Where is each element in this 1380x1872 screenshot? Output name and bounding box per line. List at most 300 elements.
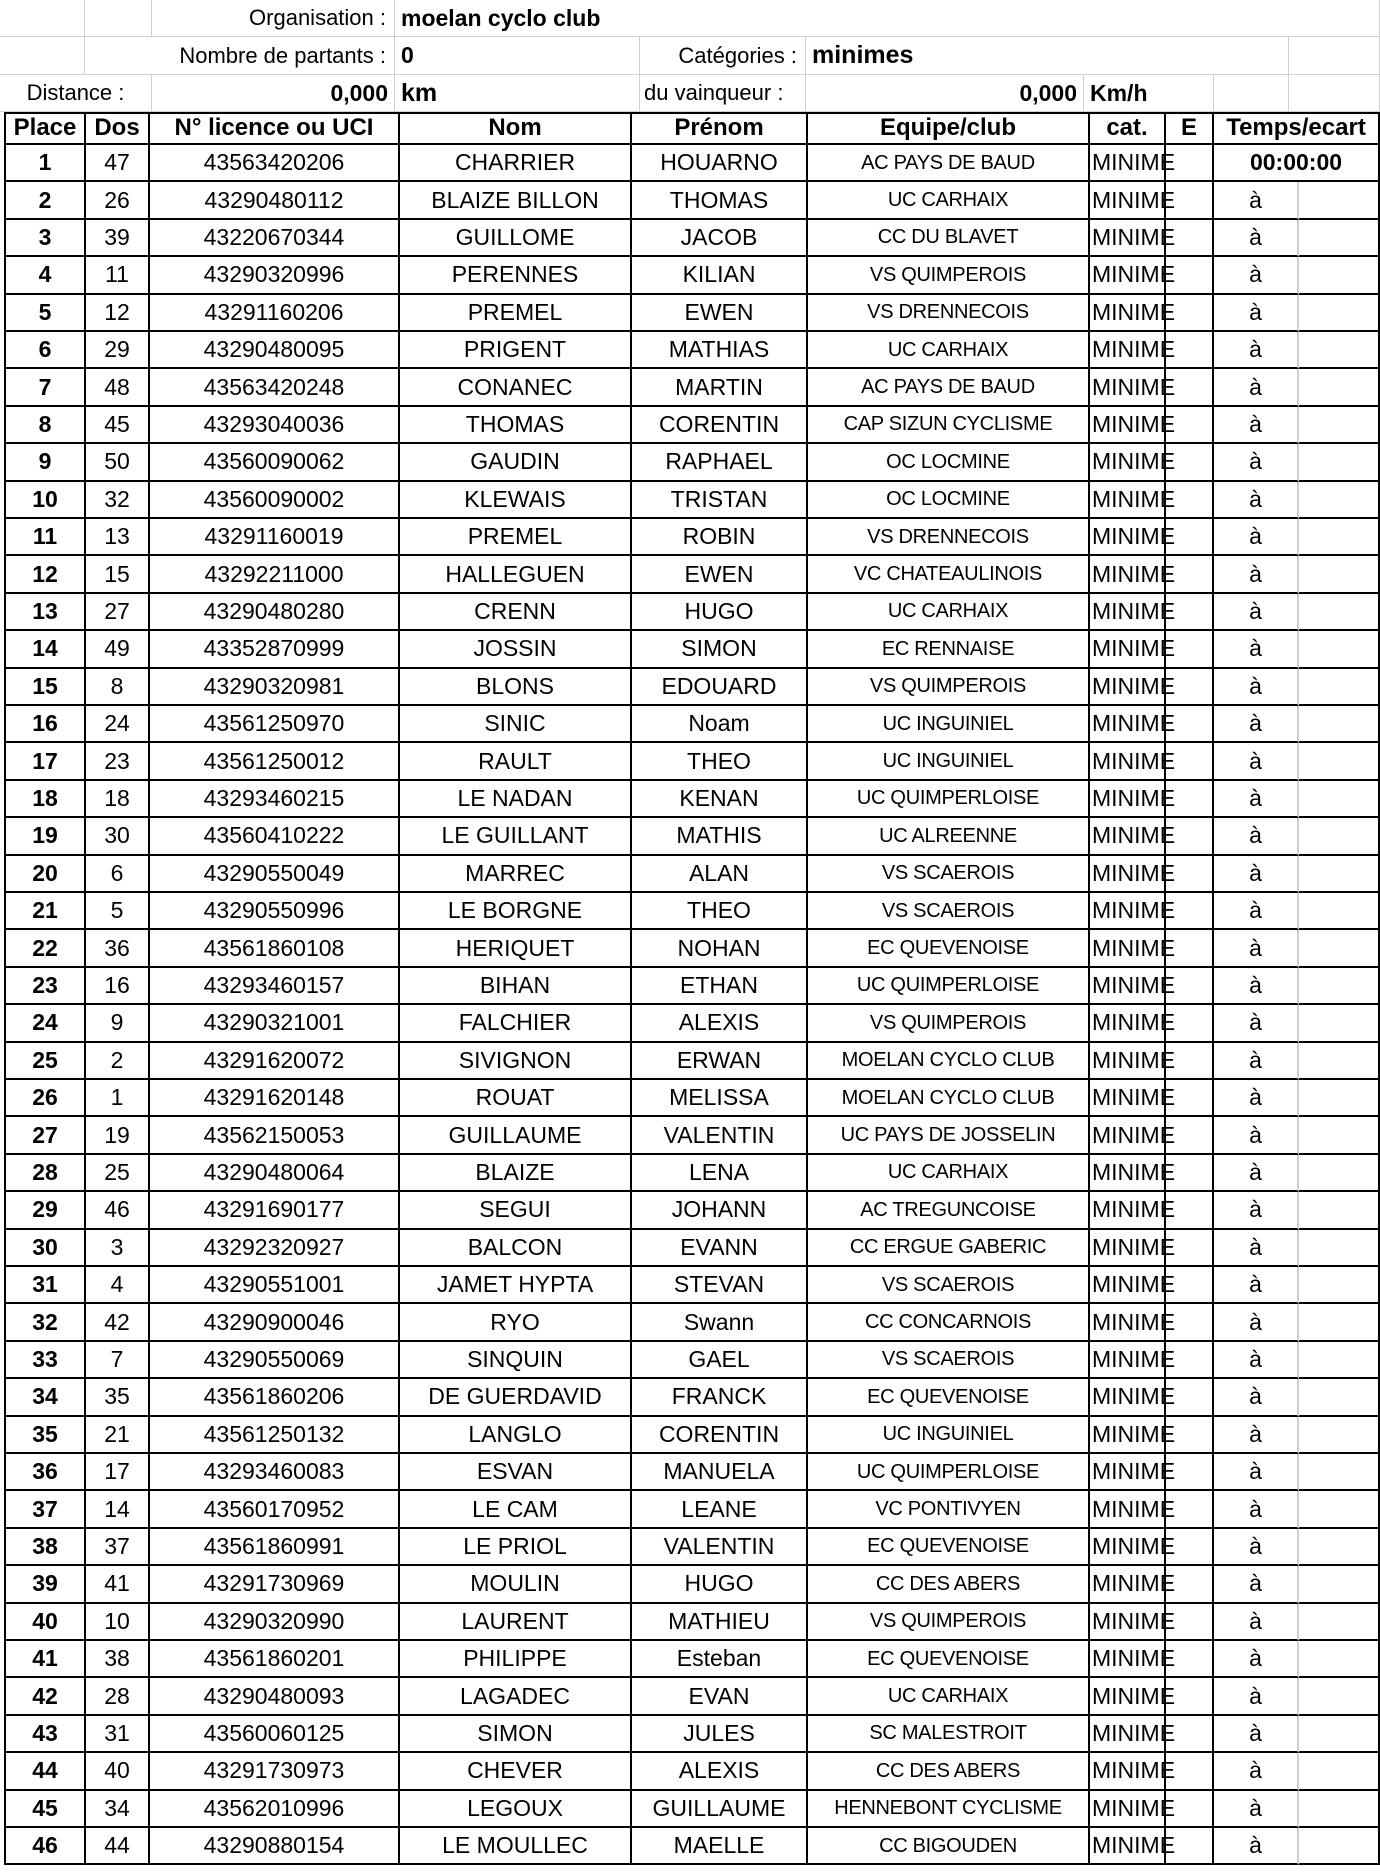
cell-e[interactable] bbox=[1166, 706, 1214, 743]
cell-temps[interactable]: à bbox=[1214, 1566, 1299, 1603]
cell-club[interactable]: CAP SIZUN CYCLISME bbox=[808, 407, 1090, 444]
cell-prenom[interactable]: VALENTIN bbox=[632, 1117, 808, 1154]
cell-place[interactable]: 40 bbox=[6, 1604, 86, 1641]
cell-place[interactable]: 26 bbox=[6, 1080, 86, 1117]
cell-licence[interactable]: 43293040036 bbox=[150, 407, 400, 444]
cell-temps[interactable]: à bbox=[1214, 1716, 1299, 1753]
cell-club[interactable]: MOELAN CYCLO CLUB bbox=[808, 1080, 1090, 1117]
cell-nom[interactable]: ROUAT bbox=[400, 1080, 632, 1117]
cell-licence[interactable]: 43561250970 bbox=[150, 706, 400, 743]
cell-prenom[interactable]: LEANE bbox=[632, 1491, 808, 1528]
cell-cat[interactable]: MINIME bbox=[1090, 1716, 1166, 1753]
partants-label[interactable]: Nombre de partants : bbox=[85, 37, 395, 75]
cell-temps[interactable]: à bbox=[1214, 781, 1299, 818]
cell-prenom[interactable]: CORENTIN bbox=[632, 1417, 808, 1454]
vainqueur-label[interactable]: du vainqueur : bbox=[640, 75, 806, 112]
cell-dos[interactable]: 30 bbox=[86, 818, 150, 855]
cell-cat[interactable]: MINIME bbox=[1090, 182, 1166, 219]
cell-dos[interactable]: 48 bbox=[86, 369, 150, 406]
cell-prenom[interactable]: SIMON bbox=[632, 631, 808, 668]
cell-licence[interactable]: 43292320927 bbox=[150, 1230, 400, 1267]
cell-ecart[interactable] bbox=[1299, 781, 1380, 818]
cell-cat[interactable]: MINIME bbox=[1090, 1641, 1166, 1678]
cell-place[interactable]: 4 bbox=[6, 257, 86, 294]
cell-e[interactable] bbox=[1166, 968, 1214, 1005]
cell-dos[interactable]: 24 bbox=[86, 706, 150, 743]
column-header-nom[interactable]: Nom bbox=[400, 112, 632, 145]
cell-licence[interactable]: 43293460215 bbox=[150, 781, 400, 818]
cell-place[interactable]: 43 bbox=[6, 1716, 86, 1753]
cell-dos[interactable]: 45 bbox=[86, 407, 150, 444]
cell-place[interactable]: 28 bbox=[6, 1155, 86, 1192]
cell-cat[interactable]: MINIME bbox=[1090, 556, 1166, 593]
cell-prenom[interactable]: ALEXIS bbox=[632, 1005, 808, 1042]
column-header-licence[interactable]: N° licence ou UCI bbox=[150, 112, 400, 145]
cell-nom[interactable]: SIVIGNON bbox=[400, 1043, 632, 1080]
cell-e[interactable] bbox=[1166, 1454, 1214, 1491]
categories-label[interactable]: Catégories : bbox=[640, 37, 806, 75]
cell-temps[interactable]: à bbox=[1214, 444, 1299, 481]
cell-cat[interactable]: MINIME bbox=[1090, 407, 1166, 444]
cell-club[interactable]: CC DES ABERS bbox=[808, 1566, 1090, 1603]
cell-temps[interactable]: à bbox=[1214, 968, 1299, 1005]
cell-club[interactable]: UC INGUINIEL bbox=[808, 743, 1090, 780]
cell-ecart[interactable] bbox=[1299, 295, 1380, 332]
cell-dos[interactable]: 27 bbox=[86, 594, 150, 631]
cell-dos[interactable]: 42 bbox=[86, 1304, 150, 1341]
cell-place[interactable]: 10 bbox=[6, 482, 86, 519]
cell-club[interactable]: VS SCAEROIS bbox=[808, 1342, 1090, 1379]
cell-cat[interactable]: MINIME bbox=[1090, 930, 1166, 967]
cell-cat[interactable]: MINIME bbox=[1090, 1043, 1166, 1080]
cell-nom[interactable]: BIHAN bbox=[400, 968, 632, 1005]
cell-cat[interactable]: MINIME bbox=[1090, 1678, 1166, 1715]
cell-club[interactable]: AC PAYS DE BAUD bbox=[808, 145, 1090, 182]
cell-nom[interactable]: GUILLOME bbox=[400, 220, 632, 257]
cell-nom[interactable]: FALCHIER bbox=[400, 1005, 632, 1042]
cell-place[interactable]: 19 bbox=[6, 818, 86, 855]
cell-dos[interactable]: 36 bbox=[86, 930, 150, 967]
cell-ecart[interactable] bbox=[1299, 1678, 1380, 1715]
distance-value[interactable]: 0,000 bbox=[152, 75, 395, 112]
cell-prenom[interactable]: HOUARNO bbox=[632, 145, 808, 182]
cell-place[interactable]: 24 bbox=[6, 1005, 86, 1042]
cell-temps[interactable]: à bbox=[1214, 818, 1299, 855]
cell-temps[interactable]: à bbox=[1214, 1080, 1299, 1117]
cell-place[interactable]: 41 bbox=[6, 1641, 86, 1678]
cell-licence[interactable]: 43561860991 bbox=[150, 1529, 400, 1566]
cell-e[interactable] bbox=[1166, 631, 1214, 668]
cell-licence[interactable]: 43293460083 bbox=[150, 1454, 400, 1491]
cell-place[interactable]: 2 bbox=[6, 182, 86, 219]
cell-club[interactable]: CC CONCARNOIS bbox=[808, 1304, 1090, 1341]
cell-nom[interactable]: LAURENT bbox=[400, 1604, 632, 1641]
cell-club[interactable]: UC CARHAIX bbox=[808, 594, 1090, 631]
cell-ecart[interactable] bbox=[1299, 706, 1380, 743]
cell-cat[interactable]: MINIME bbox=[1090, 631, 1166, 668]
cell-place[interactable]: 44 bbox=[6, 1753, 86, 1790]
cell-licence[interactable]: 43560090062 bbox=[150, 444, 400, 481]
cell-place[interactable]: 21 bbox=[6, 893, 86, 930]
cell-dos[interactable]: 34 bbox=[86, 1791, 150, 1828]
cell-nom[interactable]: SIMON bbox=[400, 1716, 632, 1753]
cell-temps[interactable]: à bbox=[1214, 669, 1299, 706]
cell-e[interactable] bbox=[1166, 1379, 1214, 1416]
cell-club[interactable]: EC QUEVENOISE bbox=[808, 1379, 1090, 1416]
cell-licence[interactable]: 43220670344 bbox=[150, 220, 400, 257]
cell-dos[interactable]: 41 bbox=[86, 1566, 150, 1603]
cell-e[interactable] bbox=[1166, 856, 1214, 893]
cell-licence[interactable]: 43290551001 bbox=[150, 1267, 400, 1304]
cell-e[interactable] bbox=[1166, 556, 1214, 593]
cell-ecart[interactable] bbox=[1299, 743, 1380, 780]
cell-e[interactable] bbox=[1166, 1491, 1214, 1528]
cell-temps[interactable]: à bbox=[1214, 1230, 1299, 1267]
cell-nom[interactable]: LE CAM bbox=[400, 1491, 632, 1528]
partants-value[interactable]: 0 bbox=[395, 37, 640, 75]
cell-cat[interactable]: MINIME bbox=[1090, 1379, 1166, 1416]
cell-nom[interactable]: GAUDIN bbox=[400, 444, 632, 481]
cell-cat[interactable]: MINIME bbox=[1090, 1791, 1166, 1828]
cell-ecart[interactable] bbox=[1299, 669, 1380, 706]
cell-prenom[interactable]: EWEN bbox=[632, 556, 808, 593]
cell-cat[interactable]: MINIME bbox=[1090, 594, 1166, 631]
cell-temps[interactable]: à bbox=[1214, 631, 1299, 668]
cell-prenom[interactable]: STEVAN bbox=[632, 1267, 808, 1304]
cell-e[interactable] bbox=[1166, 1043, 1214, 1080]
cell-dos[interactable]: 44 bbox=[86, 1828, 150, 1865]
column-header-place[interactable]: Place bbox=[6, 112, 86, 145]
cell-cat[interactable]: MINIME bbox=[1090, 1342, 1166, 1379]
cell-nom[interactable]: PHILIPPE bbox=[400, 1641, 632, 1678]
cell-licence[interactable]: 43563420206 bbox=[150, 145, 400, 182]
cell-cat[interactable]: MINIME bbox=[1090, 1604, 1166, 1641]
cell-dos[interactable]: 26 bbox=[86, 182, 150, 219]
cell-prenom[interactable]: MARTIN bbox=[632, 369, 808, 406]
cell-licence[interactable]: 43290550069 bbox=[150, 1342, 400, 1379]
cell-club[interactable]: CC ERGUE GABERIC bbox=[808, 1230, 1090, 1267]
cell-prenom[interactable]: HUGO bbox=[632, 594, 808, 631]
cell-nom[interactable]: BLONS bbox=[400, 669, 632, 706]
cell-place[interactable]: 11 bbox=[6, 519, 86, 556]
cell-temps[interactable]: à bbox=[1214, 1267, 1299, 1304]
cell-nom[interactable]: JAMET HYPTA bbox=[400, 1267, 632, 1304]
column-header-temps[interactable]: Temps/ecart bbox=[1214, 112, 1380, 145]
cell-nom[interactable]: RYO bbox=[400, 1304, 632, 1341]
cell-licence[interactable]: 43290320981 bbox=[150, 669, 400, 706]
cell-prenom[interactable]: ETHAN bbox=[632, 968, 808, 1005]
cell-dos[interactable]: 10 bbox=[86, 1604, 150, 1641]
cell-place[interactable]: 1 bbox=[6, 145, 86, 182]
cell-ecart[interactable] bbox=[1299, 1529, 1380, 1566]
cell-club[interactable]: UC CARHAIX bbox=[808, 1678, 1090, 1715]
cell-e[interactable] bbox=[1166, 669, 1214, 706]
cell-nom[interactable]: CONANEC bbox=[400, 369, 632, 406]
cell-temps[interactable]: à bbox=[1214, 182, 1299, 219]
cell-e[interactable] bbox=[1166, 220, 1214, 257]
cell-dos[interactable]: 46 bbox=[86, 1192, 150, 1229]
cell-temps[interactable]: à bbox=[1214, 407, 1299, 444]
empty-cell[interactable] bbox=[0, 37, 85, 75]
cell-temps[interactable]: à bbox=[1214, 1828, 1299, 1865]
cell-prenom[interactable]: GAEL bbox=[632, 1342, 808, 1379]
cell-licence[interactable]: 43561250012 bbox=[150, 743, 400, 780]
cell-ecart[interactable] bbox=[1299, 1267, 1380, 1304]
cell-temps[interactable]: à bbox=[1214, 295, 1299, 332]
cell-dos[interactable]: 25 bbox=[86, 1155, 150, 1192]
cell-licence[interactable]: 43290480064 bbox=[150, 1155, 400, 1192]
cell-ecart[interactable] bbox=[1299, 1117, 1380, 1154]
cell-dos[interactable]: 12 bbox=[86, 295, 150, 332]
cell-temps[interactable]: à bbox=[1214, 1304, 1299, 1341]
cell-temps[interactable]: à bbox=[1214, 1529, 1299, 1566]
cell-temps[interactable]: à bbox=[1214, 893, 1299, 930]
cell-ecart[interactable] bbox=[1299, 1716, 1380, 1753]
cell-place[interactable]: 31 bbox=[6, 1267, 86, 1304]
cell-e[interactable] bbox=[1166, 1753, 1214, 1790]
cell-cat[interactable]: MINIME bbox=[1090, 1080, 1166, 1117]
cell-temps[interactable]: à bbox=[1214, 1791, 1299, 1828]
column-header-prenom[interactable]: Prénom bbox=[632, 112, 808, 145]
organisation-label[interactable]: Organisation : bbox=[152, 0, 395, 37]
cell-nom[interactable]: HERIQUET bbox=[400, 930, 632, 967]
cell-cat[interactable]: MINIME bbox=[1090, 482, 1166, 519]
cell-nom[interactable]: GUILLAUME bbox=[400, 1117, 632, 1154]
cell-nom[interactable]: CHARRIER bbox=[400, 145, 632, 182]
cell-prenom[interactable]: VALENTIN bbox=[632, 1529, 808, 1566]
cell-club[interactable]: EC QUEVENOISE bbox=[808, 1641, 1090, 1678]
cell-licence[interactable]: 43561860206 bbox=[150, 1379, 400, 1416]
cell-place[interactable]: 8 bbox=[6, 407, 86, 444]
cell-dos[interactable]: 49 bbox=[86, 631, 150, 668]
cell-cat[interactable]: MINIME bbox=[1090, 145, 1166, 182]
distance-label[interactable]: Distance : bbox=[0, 75, 152, 112]
cell-temps[interactable]: à bbox=[1214, 220, 1299, 257]
cell-e[interactable] bbox=[1166, 519, 1214, 556]
cell-licence[interactable]: 43291690177 bbox=[150, 1192, 400, 1229]
cell-ecart[interactable] bbox=[1299, 407, 1380, 444]
cell-nom[interactable]: LE PRIOL bbox=[400, 1529, 632, 1566]
cell-ecart[interactable] bbox=[1299, 519, 1380, 556]
cell-licence[interactable]: 43290480093 bbox=[150, 1678, 400, 1715]
cell-dos[interactable]: 3 bbox=[86, 1230, 150, 1267]
column-header-cat[interactable]: cat. bbox=[1090, 112, 1166, 145]
cell-e[interactable] bbox=[1166, 1828, 1214, 1865]
cell-club[interactable]: UC QUIMPERLOISE bbox=[808, 1454, 1090, 1491]
cell-nom[interactable]: PRIGENT bbox=[400, 332, 632, 369]
cell-licence[interactable]: 43290480095 bbox=[150, 332, 400, 369]
cell-club[interactable]: OC LOCMINE bbox=[808, 482, 1090, 519]
cell-temps[interactable]: à bbox=[1214, 556, 1299, 593]
cell-cat[interactable]: MINIME bbox=[1090, 1230, 1166, 1267]
cell-cat[interactable]: MINIME bbox=[1090, 1155, 1166, 1192]
cell-ecart[interactable] bbox=[1299, 482, 1380, 519]
column-header-e[interactable]: E bbox=[1166, 112, 1214, 145]
cell-e[interactable] bbox=[1166, 1192, 1214, 1229]
cell-nom[interactable]: LE BORGNE bbox=[400, 893, 632, 930]
cell-nom[interactable]: BLAIZE BILLON bbox=[400, 182, 632, 219]
cell-club[interactable]: VS QUIMPEROIS bbox=[808, 1604, 1090, 1641]
cell-e[interactable] bbox=[1166, 1005, 1214, 1042]
cell-cat[interactable]: MINIME bbox=[1090, 1753, 1166, 1790]
cell-dos[interactable]: 13 bbox=[86, 519, 150, 556]
cell-temps[interactable]: à bbox=[1214, 930, 1299, 967]
cell-nom[interactable]: LEGOUX bbox=[400, 1791, 632, 1828]
cell-cat[interactable]: MINIME bbox=[1090, 444, 1166, 481]
cell-temps[interactable]: à bbox=[1214, 369, 1299, 406]
cell-club[interactable]: VC CHATEAULINOIS bbox=[808, 556, 1090, 593]
cell-nom[interactable]: RAULT bbox=[400, 743, 632, 780]
cell-prenom[interactable]: Swann bbox=[632, 1304, 808, 1341]
cell-licence[interactable]: 43562010996 bbox=[150, 1791, 400, 1828]
cell-dos[interactable]: 31 bbox=[86, 1716, 150, 1753]
cell-dos[interactable]: 28 bbox=[86, 1678, 150, 1715]
cell-dos[interactable]: 50 bbox=[86, 444, 150, 481]
cell-prenom[interactable]: NOHAN bbox=[632, 930, 808, 967]
cell-cat[interactable]: MINIME bbox=[1090, 1828, 1166, 1865]
cell-dos[interactable]: 6 bbox=[86, 856, 150, 893]
cell-dos[interactable]: 40 bbox=[86, 1753, 150, 1790]
cell-place[interactable]: 22 bbox=[6, 930, 86, 967]
cell-place[interactable]: 29 bbox=[6, 1192, 86, 1229]
cell-dos[interactable]: 18 bbox=[86, 781, 150, 818]
cell-place[interactable]: 25 bbox=[6, 1043, 86, 1080]
cell-ecart[interactable] bbox=[1299, 1379, 1380, 1416]
cell-prenom[interactable]: HUGO bbox=[632, 1566, 808, 1603]
cell-ecart[interactable] bbox=[1299, 856, 1380, 893]
cell-club[interactable]: CC DU BLAVET bbox=[808, 220, 1090, 257]
cell-temps[interactable]: à bbox=[1214, 856, 1299, 893]
cell-ecart[interactable] bbox=[1299, 257, 1380, 294]
cell-e[interactable] bbox=[1166, 295, 1214, 332]
cell-licence[interactable]: 43291620148 bbox=[150, 1080, 400, 1117]
cell-cat[interactable]: MINIME bbox=[1090, 968, 1166, 1005]
cell-cat[interactable]: MINIME bbox=[1090, 1005, 1166, 1042]
cell-cat[interactable]: MINIME bbox=[1090, 893, 1166, 930]
cell-cat[interactable]: MINIME bbox=[1090, 1417, 1166, 1454]
cell-prenom[interactable]: ALAN bbox=[632, 856, 808, 893]
cell-ecart[interactable] bbox=[1299, 444, 1380, 481]
cell-temps[interactable]: à bbox=[1214, 1753, 1299, 1790]
cell-e[interactable] bbox=[1166, 182, 1214, 219]
cell-temps[interactable]: à bbox=[1214, 1342, 1299, 1379]
cell-prenom[interactable]: EVANN bbox=[632, 1230, 808, 1267]
cell-dos[interactable]: 5 bbox=[86, 893, 150, 930]
cell-nom[interactable]: CRENN bbox=[400, 594, 632, 631]
cell-temps[interactable]: à bbox=[1214, 1192, 1299, 1229]
cell-licence[interactable]: 43291730969 bbox=[150, 1566, 400, 1603]
cell-nom[interactable]: LE GUILLANT bbox=[400, 818, 632, 855]
cell-temps[interactable]: à bbox=[1214, 1454, 1299, 1491]
cell-dos[interactable]: 9 bbox=[86, 1005, 150, 1042]
cell-e[interactable] bbox=[1166, 1678, 1214, 1715]
cell-club[interactable]: UC CARHAIX bbox=[808, 182, 1090, 219]
cell-nom[interactable]: SINQUIN bbox=[400, 1342, 632, 1379]
cell-place[interactable]: 36 bbox=[6, 1454, 86, 1491]
cell-club[interactable]: AC PAYS DE BAUD bbox=[808, 369, 1090, 406]
cell-place[interactable]: 33 bbox=[6, 1342, 86, 1379]
cell-prenom[interactable]: KILIAN bbox=[632, 257, 808, 294]
cell-nom[interactable]: BLAIZE bbox=[400, 1155, 632, 1192]
cell-prenom[interactable]: Noam bbox=[632, 706, 808, 743]
cell-club[interactable]: OC LOCMINE bbox=[808, 444, 1090, 481]
cell-place[interactable]: 15 bbox=[6, 669, 86, 706]
cell-place[interactable]: 30 bbox=[6, 1230, 86, 1267]
cell-club[interactable]: UC PAYS DE JOSSELIN bbox=[808, 1117, 1090, 1154]
cell-nom[interactable]: BALCON bbox=[400, 1230, 632, 1267]
empty-cell[interactable] bbox=[1289, 37, 1380, 75]
cell-prenom[interactable]: MAELLE bbox=[632, 1828, 808, 1865]
cell-cat[interactable]: MINIME bbox=[1090, 519, 1166, 556]
cell-dos[interactable]: 47 bbox=[86, 145, 150, 182]
cell-prenom[interactable]: Esteban bbox=[632, 1641, 808, 1678]
column-header-club[interactable]: Equipe/club bbox=[808, 112, 1090, 145]
cell-place[interactable]: 14 bbox=[6, 631, 86, 668]
cell-licence[interactable]: 43352870999 bbox=[150, 631, 400, 668]
cell-place[interactable]: 27 bbox=[6, 1117, 86, 1154]
cell-place[interactable]: 45 bbox=[6, 1791, 86, 1828]
cell-prenom[interactable]: FRANCK bbox=[632, 1379, 808, 1416]
cell-prenom[interactable]: ROBIN bbox=[632, 519, 808, 556]
cell-e[interactable] bbox=[1166, 1529, 1214, 1566]
cell-dos[interactable]: 17 bbox=[86, 1454, 150, 1491]
cell-licence[interactable]: 43291160206 bbox=[150, 295, 400, 332]
column-header-dos[interactable]: Dos bbox=[86, 112, 150, 145]
cell-e[interactable] bbox=[1166, 369, 1214, 406]
cell-licence[interactable]: 43290320990 bbox=[150, 1604, 400, 1641]
cell-club[interactable]: VS QUIMPEROIS bbox=[808, 257, 1090, 294]
organisation-value[interactable]: moelan cyclo club bbox=[395, 0, 1380, 37]
cell-place[interactable]: 46 bbox=[6, 1828, 86, 1865]
cell-club[interactable]: UC QUIMPERLOISE bbox=[808, 781, 1090, 818]
cell-dos[interactable]: 23 bbox=[86, 743, 150, 780]
cell-licence[interactable]: 43291730973 bbox=[150, 1753, 400, 1790]
cell-licence[interactable]: 43290900046 bbox=[150, 1304, 400, 1341]
cell-ecart[interactable] bbox=[1299, 1192, 1380, 1229]
cell-licence[interactable]: 43560410222 bbox=[150, 818, 400, 855]
cell-club[interactable]: VS QUIMPEROIS bbox=[808, 1005, 1090, 1042]
cell-prenom[interactable]: ALEXIS bbox=[632, 1753, 808, 1790]
cell-ecart[interactable] bbox=[1299, 1604, 1380, 1641]
cell-licence[interactable]: 43290321001 bbox=[150, 1005, 400, 1042]
cell-ecart[interactable] bbox=[1299, 1828, 1380, 1865]
cell-e[interactable] bbox=[1166, 407, 1214, 444]
cell-ecart[interactable] bbox=[1299, 893, 1380, 930]
cell-cat[interactable]: MINIME bbox=[1090, 332, 1166, 369]
cell-ecart[interactable] bbox=[1299, 1043, 1380, 1080]
cell-cat[interactable]: MINIME bbox=[1090, 369, 1166, 406]
cell-club[interactable]: SC MALESTROIT bbox=[808, 1716, 1090, 1753]
cell-club[interactable]: EC QUEVENOISE bbox=[808, 1529, 1090, 1566]
cell-licence[interactable]: 43561250132 bbox=[150, 1417, 400, 1454]
cell-ecart[interactable] bbox=[1299, 369, 1380, 406]
cell-prenom[interactable]: KENAN bbox=[632, 781, 808, 818]
cell-prenom[interactable]: CORENTIN bbox=[632, 407, 808, 444]
cell-nom[interactable]: HALLEGUEN bbox=[400, 556, 632, 593]
cell-club[interactable]: UC CARHAIX bbox=[808, 1155, 1090, 1192]
cell-cat[interactable]: MINIME bbox=[1090, 1454, 1166, 1491]
cell-club[interactable]: UC ALREENNE bbox=[808, 818, 1090, 855]
cell-cat[interactable]: MINIME bbox=[1090, 781, 1166, 818]
cell-nom[interactable]: JOSSIN bbox=[400, 631, 632, 668]
cell-e[interactable] bbox=[1166, 1417, 1214, 1454]
cell-e[interactable] bbox=[1166, 743, 1214, 780]
cell-place[interactable]: 34 bbox=[6, 1379, 86, 1416]
cell-club[interactable]: VS DRENNECOIS bbox=[808, 295, 1090, 332]
cell-e[interactable] bbox=[1166, 781, 1214, 818]
cell-club[interactable]: VS DRENNECOIS bbox=[808, 519, 1090, 556]
cell-dos[interactable]: 7 bbox=[86, 1342, 150, 1379]
